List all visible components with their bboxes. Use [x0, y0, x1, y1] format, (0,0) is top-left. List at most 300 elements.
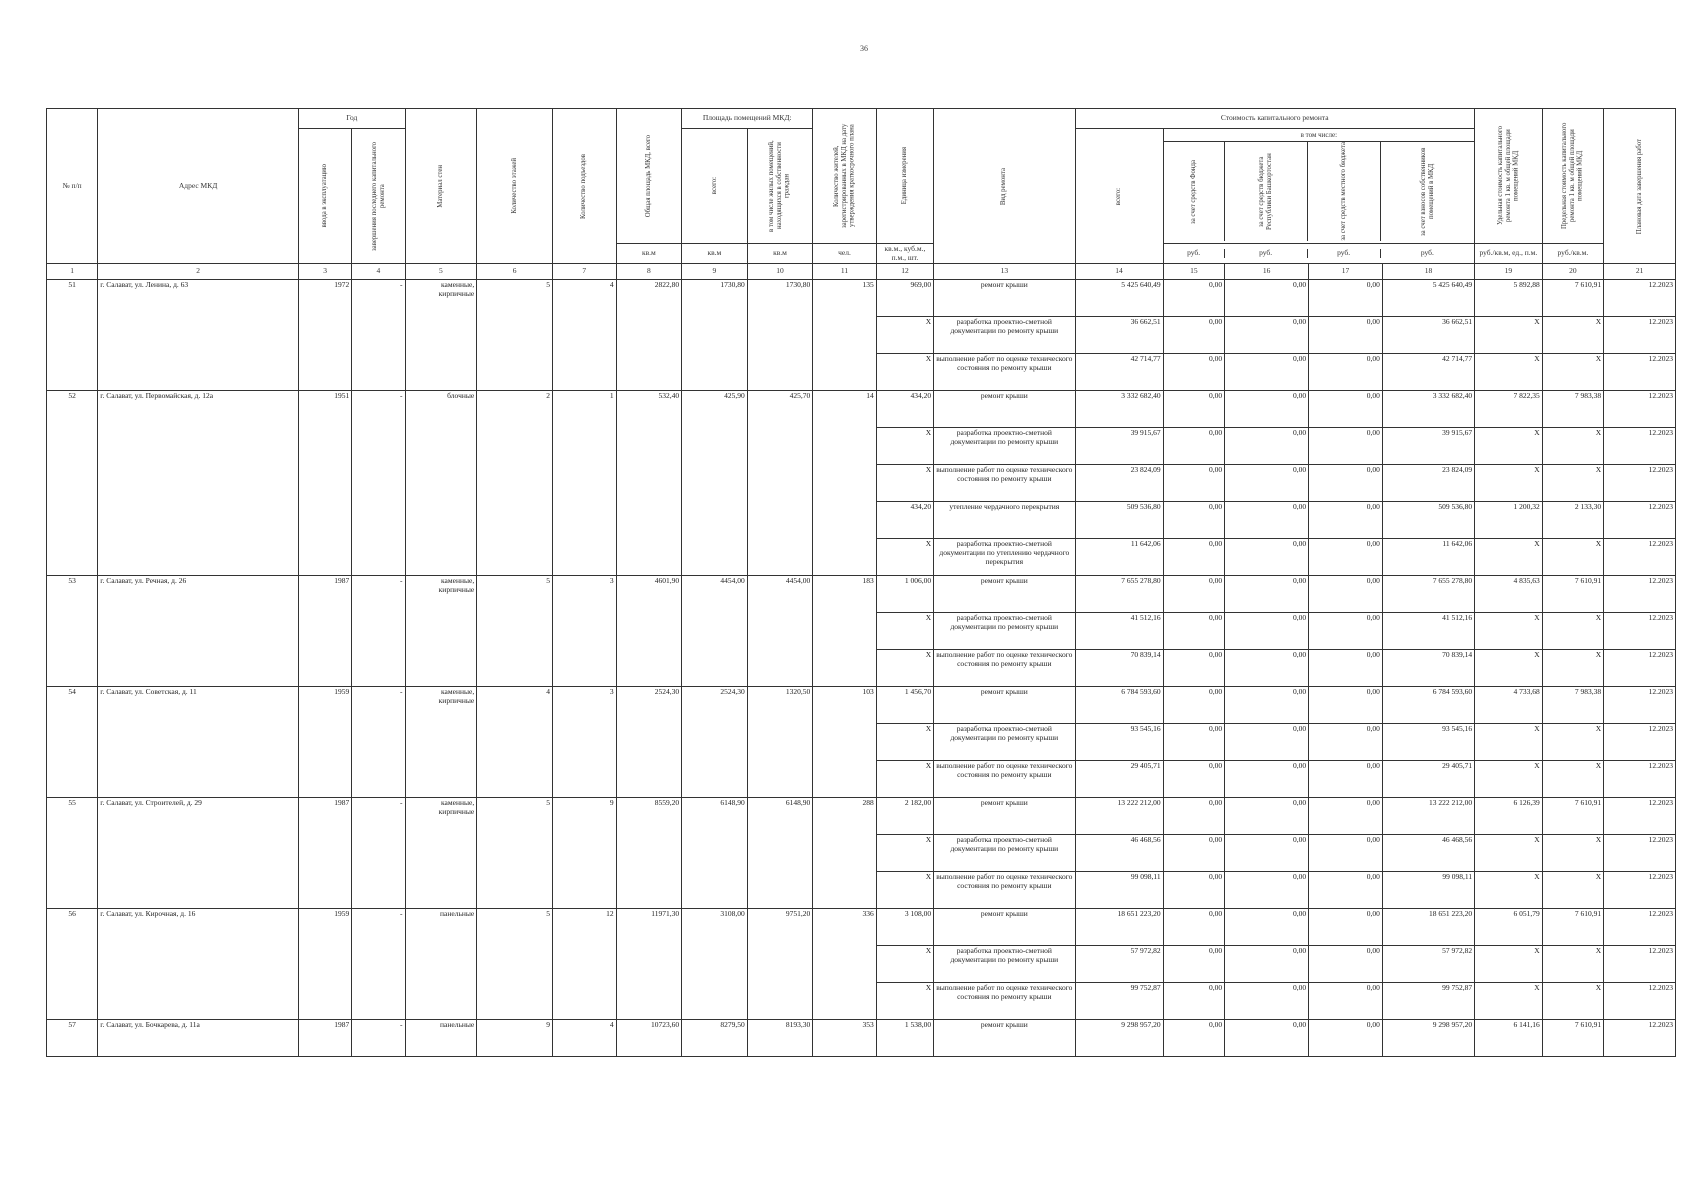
cell-qty: X: [876, 872, 933, 909]
cell-c20: 7 610,91: [1542, 576, 1603, 613]
cell-c21: 12.2023: [1604, 650, 1676, 687]
header-num: № п/п: [47, 109, 98, 264]
header-wall-material: Материал стен: [405, 109, 477, 264]
cell-c21: 12.2023: [1604, 835, 1676, 872]
cell-n: 55: [47, 798, 98, 835]
cell-a10: [747, 613, 813, 650]
cell-y1: [299, 317, 352, 354]
unit-c9: кв.м: [682, 244, 748, 264]
cell-kind: ремонт крыши: [934, 909, 1075, 946]
header-repair-kind: Вид ремонта: [934, 109, 1075, 264]
cell-n: 54: [47, 687, 98, 724]
cell-addr: г. Салават, ул. Кирочная, д. 16: [98, 909, 299, 946]
cell-mat: каменные, кирпичные: [405, 798, 477, 835]
table-row: [47, 909, 1676, 946]
cell-ppl: [813, 761, 877, 798]
cell-y1: [299, 502, 352, 539]
cell-mat: панельные: [405, 909, 477, 946]
cell-a9: [682, 539, 748, 576]
cell-addr: [98, 317, 299, 354]
column-number: 8: [616, 264, 682, 280]
cell-en: [553, 465, 617, 502]
cell-c18: 7 655 278,80: [1382, 576, 1474, 613]
cell-c18: 39 915,67: [1382, 428, 1474, 465]
table-row: [47, 391, 1676, 428]
cell-y2: -: [352, 798, 405, 835]
cell-c15: 0,00: [1163, 835, 1224, 872]
cell-a9: [682, 724, 748, 761]
header-plan-date: Плановая дата завершения работ: [1604, 109, 1676, 264]
header-unit: Единица измерения: [876, 109, 933, 244]
header-cost-group: Стоимость капитального ремонта: [1075, 109, 1475, 129]
cell-ppl: [813, 539, 877, 576]
cell-c15: 0,00: [1163, 280, 1224, 317]
cell-a9: 1730,80: [682, 280, 748, 317]
cell-addr: [98, 354, 299, 391]
cell-ppl: [813, 502, 877, 539]
cell-mat: [405, 650, 477, 687]
cell-ppl: [813, 354, 877, 391]
cell-c20: 7 983,38: [1542, 391, 1603, 428]
cell-y2: [352, 465, 405, 502]
column-number: 7: [553, 264, 617, 280]
column-number: 4: [352, 264, 405, 280]
cell-tot: 532,40: [616, 391, 682, 428]
cell-c16: 0,00: [1225, 317, 1309, 354]
cell-fl: [477, 983, 553, 1020]
cell-y2: [352, 835, 405, 872]
cell-mat: [405, 428, 477, 465]
column-number: 10: [747, 264, 813, 280]
table-row: [47, 798, 1676, 835]
column-number: 3: [299, 264, 352, 280]
cell-c21: 12.2023: [1604, 798, 1676, 835]
cell-fl: [477, 317, 553, 354]
cell-c16: 0,00: [1225, 576, 1309, 613]
cell-en: [553, 317, 617, 354]
cell-mat: [405, 539, 477, 576]
cell-n: [47, 428, 98, 465]
cell-y1: 1987: [299, 1020, 352, 1057]
cell-fl: [477, 502, 553, 539]
cell-y1: [299, 354, 352, 391]
cell-c19: X: [1475, 428, 1543, 465]
cell-tot: [616, 983, 682, 1020]
cell-qty: 1 456,70: [876, 687, 933, 724]
cell-tot: [616, 428, 682, 465]
cell-a9: 4454,00: [682, 576, 748, 613]
cell-kind: разработка проектно-сметной документации по ремонту крыши: [934, 428, 1075, 465]
header-area-owned: в том числе жилых помещений, находящихся в собственности граждан: [747, 129, 813, 244]
cell-en: [553, 724, 617, 761]
cell-y2: -: [352, 687, 405, 724]
cell-ppl: 14: [813, 391, 877, 428]
header-residents: Количество жителей, зарегистрированных в МКД на дату утверждения краткосрочного плана: [813, 109, 877, 244]
cell-fl: 4: [477, 687, 553, 724]
cell-mat: блочные: [405, 391, 477, 428]
cell-n: [47, 613, 98, 650]
cell-n: 53: [47, 576, 98, 613]
cell-qty: 434,20: [876, 391, 933, 428]
cell-y1: 1987: [299, 798, 352, 835]
cell-addr: [98, 502, 299, 539]
cell-c15: 0,00: [1163, 317, 1224, 354]
cell-kind: выполнение работ по оценке технического состояния по ремонту крыши: [934, 650, 1075, 687]
unit-c20: руб./кв.м.: [1542, 244, 1603, 264]
cell-c21: 12.2023: [1604, 872, 1676, 909]
table-row: [47, 650, 1676, 687]
column-number: 5: [405, 264, 477, 280]
cell-y1: 1972: [299, 280, 352, 317]
cell-ppl: [813, 872, 877, 909]
cell-ppl: 336: [813, 909, 877, 946]
cell-c15: 0,00: [1163, 428, 1224, 465]
table-row: [47, 1020, 1676, 1057]
cell-y2: [352, 317, 405, 354]
cell-c14: 70 839,14: [1075, 650, 1163, 687]
cell-a9: [682, 502, 748, 539]
cell-c19: X: [1475, 983, 1543, 1020]
cell-a10: [747, 983, 813, 1020]
cell-c18: 3 332 682,40: [1382, 391, 1474, 428]
cell-kind: ремонт крыши: [934, 576, 1075, 613]
column-number: 2: [98, 264, 299, 280]
cell-addr: г. Салават, ул. Советская, д. 11: [98, 687, 299, 724]
cell-c17: 0,00: [1309, 687, 1383, 724]
table-row: [47, 465, 1676, 502]
table-row: [47, 428, 1676, 465]
cell-c15: 0,00: [1163, 761, 1224, 798]
cell-en: 4: [553, 1020, 617, 1057]
column-number: 12: [876, 264, 933, 280]
cell-y1: [299, 946, 352, 983]
cell-c20: X: [1542, 946, 1603, 983]
cell-c21: 12.2023: [1604, 761, 1676, 798]
cell-c19: 1 200,32: [1475, 502, 1543, 539]
cell-c16: 0,00: [1225, 798, 1309, 835]
cell-c21: 12.2023: [1604, 280, 1676, 317]
cell-fl: 5: [477, 576, 553, 613]
cell-c14: 99 752,87: [1075, 983, 1163, 1020]
unit-c12: кв.м., куб.м., п.м., шт.: [876, 244, 933, 264]
cell-c19: X: [1475, 539, 1543, 576]
cell-c19: X: [1475, 465, 1543, 502]
cell-a9: 2524,30: [682, 687, 748, 724]
cell-tot: 4601,90: [616, 576, 682, 613]
cell-c17: 0,00: [1309, 946, 1383, 983]
cell-kind: разработка проектно-сметной документации по утеплению чердачного перекрытия: [934, 539, 1075, 576]
cell-c20: 7 610,91: [1542, 280, 1603, 317]
cell-en: [553, 354, 617, 391]
cell-y1: [299, 428, 352, 465]
cell-addr: [98, 650, 299, 687]
cell-addr: [98, 946, 299, 983]
cell-n: [47, 465, 98, 502]
column-number: 21: [1604, 264, 1676, 280]
cell-tot: [616, 872, 682, 909]
table-row: [47, 761, 1676, 798]
cell-c15: 0,00: [1163, 539, 1224, 576]
cell-ppl: [813, 946, 877, 983]
cell-c16: 0,00: [1225, 983, 1309, 1020]
cell-en: 3: [553, 576, 617, 613]
cell-c21: 12.2023: [1604, 1020, 1676, 1057]
cell-c15: 0,00: [1163, 391, 1224, 428]
cell-n: [47, 872, 98, 909]
cell-mat: [405, 613, 477, 650]
cell-tot: 8559,20: [616, 798, 682, 835]
cell-c19: 5 892,88: [1475, 280, 1543, 317]
cell-y1: [299, 835, 352, 872]
header-floors: Количество этажей: [477, 109, 553, 264]
cell-c21: 12.2023: [1604, 946, 1676, 983]
cell-en: [553, 539, 617, 576]
cell-a9: [682, 354, 748, 391]
cell-c17: 0,00: [1309, 983, 1383, 1020]
cell-a9: [682, 835, 748, 872]
cell-y2: [352, 724, 405, 761]
unit-c11: чел.: [813, 244, 877, 264]
cell-kind: выполнение работ по оценке технического состояния по ремонту крыши: [934, 872, 1075, 909]
cell-c16: 0,00: [1225, 946, 1309, 983]
header-total-area: Общая площадь МКД, всего: [616, 109, 682, 244]
cell-c19: X: [1475, 761, 1543, 798]
cell-c19: 6 141,16: [1475, 1020, 1543, 1057]
header-unit-cost: Удельная стоимость капитального ремонта 1 кв. м общей площади помещений МКД: [1475, 109, 1543, 244]
cell-mat: [405, 835, 477, 872]
cell-c18: 36 662,51: [1382, 317, 1474, 354]
cell-c18: 18 651 223,20: [1382, 909, 1474, 946]
cell-c15: 0,00: [1163, 613, 1224, 650]
cell-en: [553, 983, 617, 1020]
cell-a10: 9751,20: [747, 909, 813, 946]
cell-c16: 0,00: [1225, 909, 1309, 946]
cell-kind: выполнение работ по оценке технического состояния по ремонту крыши: [934, 354, 1075, 391]
cell-addr: г. Салават, ул. Строителей, д. 29: [98, 798, 299, 835]
cell-mat: каменные, кирпичные: [405, 576, 477, 613]
cell-c20: X: [1542, 465, 1603, 502]
column-number: 13: [934, 264, 1075, 280]
cell-c16: 0,00: [1225, 280, 1309, 317]
header-area-total: всего:: [682, 129, 748, 244]
cell-tot: [616, 354, 682, 391]
cell-c15: 0,00: [1163, 872, 1224, 909]
cell-mat: [405, 872, 477, 909]
cell-qty: X: [876, 539, 933, 576]
cell-c19: X: [1475, 835, 1543, 872]
cell-kind: утепление чердачного перекрытия: [934, 502, 1075, 539]
cell-a9: [682, 613, 748, 650]
cell-qty: X: [876, 613, 933, 650]
cell-c21: 12.2023: [1604, 687, 1676, 724]
cell-c15: 0,00: [1163, 502, 1224, 539]
cell-a10: 8193,30: [747, 1020, 813, 1057]
cell-kind: ремонт крыши: [934, 687, 1075, 724]
cell-qty: X: [876, 354, 933, 391]
cell-c17: 0,00: [1309, 502, 1383, 539]
cell-tot: [616, 946, 682, 983]
cell-c14: 5 425 640,49: [1075, 280, 1163, 317]
cell-c17: 0,00: [1309, 798, 1383, 835]
cell-addr: г. Салават, ул. Бочкарева, д. 11а: [98, 1020, 299, 1057]
cell-c20: X: [1542, 983, 1603, 1020]
cell-n: [47, 835, 98, 872]
cell-a10: [747, 465, 813, 502]
cell-addr: г. Салават, ул. Ленина, д. 63: [98, 280, 299, 317]
cell-c21: 12.2023: [1604, 354, 1676, 391]
cell-qty: X: [876, 465, 933, 502]
cell-qty: X: [876, 724, 933, 761]
cell-c18: 42 714,77: [1382, 354, 1474, 391]
cell-a9: 6148,90: [682, 798, 748, 835]
cell-en: [553, 613, 617, 650]
cell-tot: [616, 835, 682, 872]
cell-y1: [299, 539, 352, 576]
cell-a9: 8279,50: [682, 1020, 748, 1057]
cell-a9: [682, 983, 748, 1020]
unit-c19: руб./кв.м, ед., п.м.: [1475, 244, 1543, 264]
cell-c21: 12.2023: [1604, 576, 1676, 613]
cell-c16: 0,00: [1225, 391, 1309, 428]
cell-c18: 99 752,87: [1382, 983, 1474, 1020]
cell-tot: [616, 724, 682, 761]
cell-mat: [405, 946, 477, 983]
cell-mat: [405, 502, 477, 539]
cell-en: [553, 502, 617, 539]
cell-qty: 2 182,00: [876, 798, 933, 835]
column-number: 11: [813, 264, 877, 280]
cell-ppl: [813, 317, 877, 354]
header-year-group: Год: [299, 109, 406, 129]
cell-ppl: [813, 465, 877, 502]
header-address: Адрес МКД: [98, 109, 299, 264]
cell-c17: 0,00: [1309, 576, 1383, 613]
cell-c14: 13 222 212,00: [1075, 798, 1163, 835]
header-limit-cost: Предельная стоимость капитального ремонта 1 кв. м общей площади помещений МКД: [1542, 109, 1603, 244]
cell-c18: 29 405,71: [1382, 761, 1474, 798]
table-row: [47, 687, 1676, 724]
cell-c17: 0,00: [1309, 835, 1383, 872]
cell-y1: 1951: [299, 391, 352, 428]
cell-y1: 1987: [299, 576, 352, 613]
cell-ppl: [813, 428, 877, 465]
cell-ppl: [813, 613, 877, 650]
table-row: [47, 613, 1676, 650]
cell-c17: 0,00: [1309, 428, 1383, 465]
cell-addr: [98, 539, 299, 576]
column-number: 20: [1542, 264, 1603, 280]
cell-c21: 12.2023: [1604, 465, 1676, 502]
table-row: [47, 983, 1676, 1020]
column-number: 16: [1225, 264, 1309, 280]
column-number: 1: [47, 264, 98, 280]
cell-c21: 12.2023: [1604, 909, 1676, 946]
cell-c18: 70 839,14: [1382, 650, 1474, 687]
cell-c18: 5 425 640,49: [1382, 280, 1474, 317]
cell-mat: [405, 465, 477, 502]
cell-n: 56: [47, 909, 98, 946]
cell-kind: ремонт крыши: [934, 798, 1075, 835]
cell-a9: [682, 761, 748, 798]
cell-c17: 0,00: [1309, 539, 1383, 576]
cell-c21: 12.2023: [1604, 613, 1676, 650]
cell-en: [553, 761, 617, 798]
cell-qty: 969,00: [876, 280, 933, 317]
cell-c16: 0,00: [1225, 650, 1309, 687]
cell-c16: 0,00: [1225, 724, 1309, 761]
cell-mat: [405, 761, 477, 798]
cell-kind: ремонт крыши: [934, 280, 1075, 317]
cell-c21: 12.2023: [1604, 317, 1676, 354]
cell-c18: 23 824,09: [1382, 465, 1474, 502]
cell-fl: [477, 872, 553, 909]
cell-c14: 93 545,16: [1075, 724, 1163, 761]
cell-c21: 12.2023: [1604, 428, 1676, 465]
cell-c17: 0,00: [1309, 391, 1383, 428]
cell-c14: 9 298 957,20: [1075, 1020, 1163, 1057]
cell-a9: [682, 465, 748, 502]
cell-qty: 434,20: [876, 502, 933, 539]
cell-c15: 0,00: [1163, 576, 1224, 613]
cell-n: [47, 317, 98, 354]
cell-c21: 12.2023: [1604, 983, 1676, 1020]
cell-tot: 2524,30: [616, 687, 682, 724]
cell-c20: 2 133,30: [1542, 502, 1603, 539]
cell-tot: [616, 761, 682, 798]
repair-plan-table: [46, 108, 1676, 1057]
cell-mat: каменные, кирпичные: [405, 280, 477, 317]
cell-en: 4: [553, 280, 617, 317]
cell-y2: -: [352, 391, 405, 428]
column-number: 18: [1382, 264, 1474, 280]
cell-mat: панельные: [405, 1020, 477, 1057]
cell-mat: [405, 354, 477, 391]
cell-qty: 1 006,00: [876, 576, 933, 613]
cell-c20: 7 983,38: [1542, 687, 1603, 724]
cell-en: [553, 946, 617, 983]
table-row: [47, 946, 1676, 983]
cell-a10: [747, 428, 813, 465]
cell-c14: 39 915,67: [1075, 428, 1163, 465]
cell-fl: [477, 724, 553, 761]
cell-a10: 4454,00: [747, 576, 813, 613]
cell-c21: 12.2023: [1604, 539, 1676, 576]
cell-qty: X: [876, 650, 933, 687]
cell-c20: X: [1542, 539, 1603, 576]
cell-fl: 9: [477, 1020, 553, 1057]
cell-y2: -: [352, 576, 405, 613]
cell-tot: 2822,80: [616, 280, 682, 317]
cell-c18: 9 298 957,20: [1382, 1020, 1474, 1057]
cell-c16: 0,00: [1225, 428, 1309, 465]
cell-c14: 46 468,56: [1075, 835, 1163, 872]
cell-n: [47, 983, 98, 1020]
cell-a10: [747, 761, 813, 798]
cell-fl: [477, 428, 553, 465]
cell-c19: 6 126,39: [1475, 798, 1543, 835]
cell-en: 9: [553, 798, 617, 835]
table-row: [47, 280, 1676, 317]
cell-n: 51: [47, 280, 98, 317]
cell-tot: 10723,60: [616, 1020, 682, 1057]
cell-a10: [747, 539, 813, 576]
cell-fl: 5: [477, 280, 553, 317]
cell-kind: разработка проектно-сметной документации по ремонту крыши: [934, 835, 1075, 872]
cell-c17: 0,00: [1309, 761, 1383, 798]
cell-c15: 0,00: [1163, 798, 1224, 835]
cell-c18: 11 642,06: [1382, 539, 1474, 576]
cell-c19: X: [1475, 613, 1543, 650]
